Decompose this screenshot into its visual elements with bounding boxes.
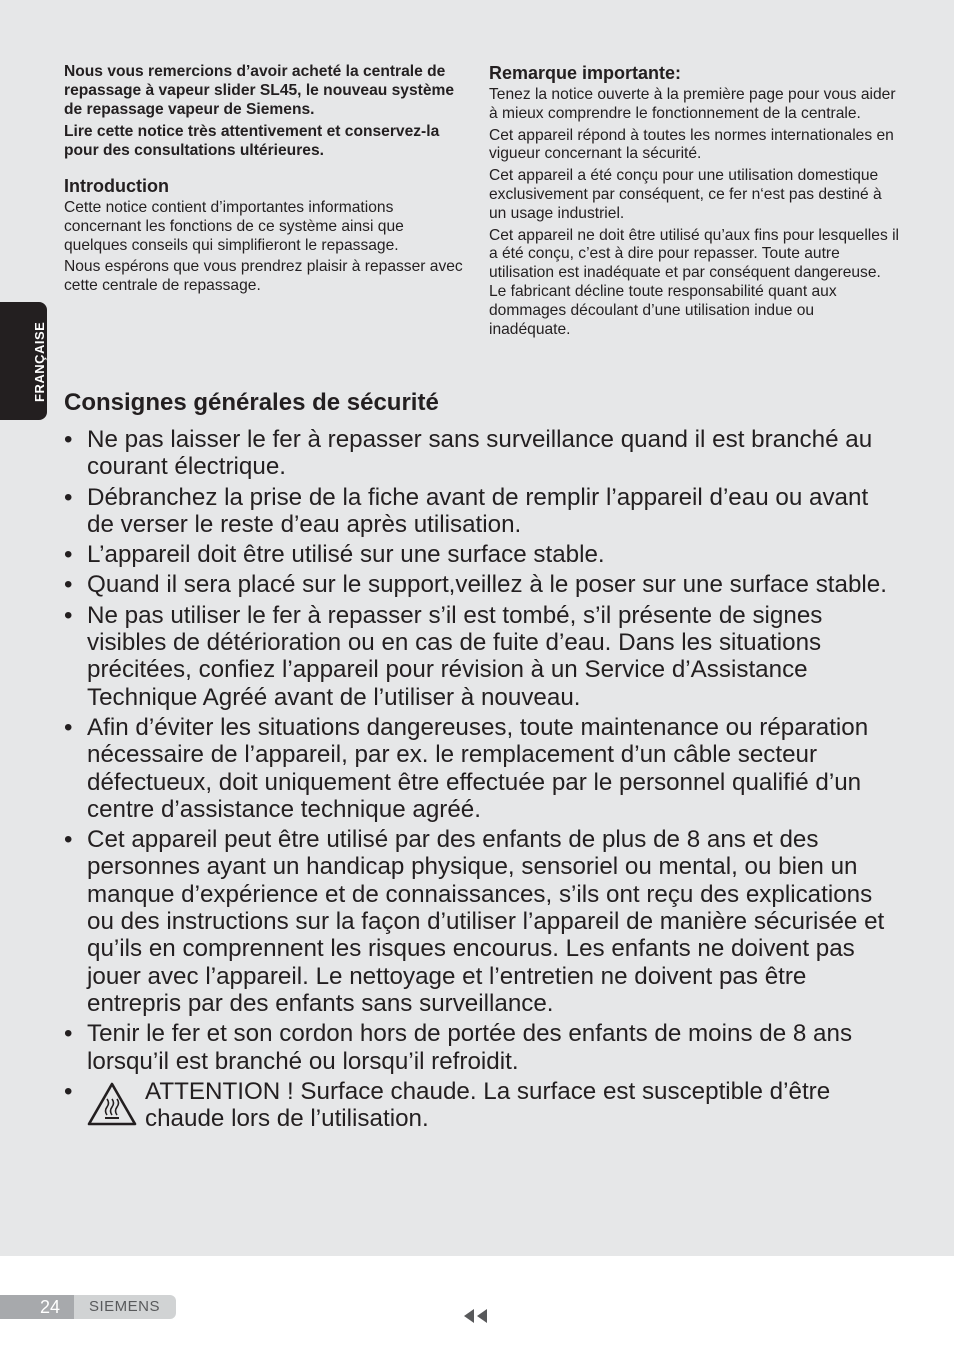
- safety-item-text: Ne pas laisser le fer à repasser sans surveillance quand il est branché au courant électrique.: [87, 426, 873, 481]
- bullet: •: [64, 826, 73, 854]
- brand-name: SIEMENS: [89, 1298, 161, 1315]
- language-tab-label: FRANÇAISE: [32, 321, 47, 402]
- page-number-background: [0, 1295, 74, 1319]
- safety-item: [64, 826, 894, 1017]
- introduction-heading: Introduction: [64, 176, 169, 197]
- intro-column: [64, 62, 469, 299]
- safety-item: [64, 714, 894, 823]
- page-number: 24: [40, 1297, 61, 1317]
- safety-item-text: L’appareil doit être utilisé sur une surface stable.: [87, 541, 605, 569]
- safety-section: [64, 388, 894, 1135]
- safety-item: [64, 602, 894, 711]
- safety-item: [64, 484, 894, 539]
- important-note-column: [489, 62, 899, 342]
- safety-list: [64, 426, 894, 1132]
- safety-item-text: Cet appareil peut être utilisé par des enfants de plus de 8 ans et des personnes ayant un handicap physique, sensoriel ou mental, ou bien un manque d’expérience et de connaissances, s’ils ont reçu des explications ou des instructions sur la façon d’utiliser l’appareil de manière sécurisée et qu’ils en comprennent les risques encourus. Les enfants ne doivent pas jouer avec l’appareil. Le nettoyage et l’entretien ne doivent pas être entrepris par des enfants sans surveillance.: [87, 826, 885, 1017]
- bullet: •: [64, 1077, 73, 1105]
- read-carefully-text: Lire cette notice très attentivement et conservez-la pour des consultations ultérieures.: [64, 122, 440, 159]
- bullet: •: [64, 571, 73, 599]
- bullet: •: [64, 483, 73, 511]
- safety-title: Consignes générales de sécurité: [64, 389, 439, 416]
- note-paragraph: Cet appareil a été conçu pour une utilisation domestique exclusivement par conséquent, ce fer n‘est pas destiné à un usage industriel.: [489, 167, 882, 222]
- language-tab: [0, 302, 47, 420]
- bullet: •: [64, 426, 73, 453]
- bullet: •: [64, 713, 73, 741]
- thanks-text: Nous vous remercions d’avoir acheté la centrale de repassage à vapeur slider SL45, le nouveau système de repassage vapeur de Siemens.: [64, 63, 455, 119]
- rewind-arrows-icon[interactable]: [462, 1308, 490, 1324]
- safety-item-text: Tenir le fer et son cordon hors de portée des enfants de moins de 8 ans lorsqu’il est branché ou lorsqu’il refroidit.: [87, 1020, 853, 1075]
- safety-item-text: Ne pas utiliser le fer à repasser s’il est tombé, s’il présente de signes visibles de détérioration ou en cas de fuite d’eau. Dans les situations précitées, confiez l’appareil pour révision à un Service d’Assistance Technique Agréé avant de l’utiliser à nouveau.: [87, 601, 823, 711]
- safety-item-text: Afin d’éviter les situations dangereuses, toute maintenance ou réparation nécessaire de l’appareil, par ex. le remplacement d’un câble secteur défectueux, doit uniquement être effectuée par le personnel qualifié d’un centre d’assistance technique agréé.: [87, 713, 869, 823]
- hot-surface-warning-icon: [86, 1081, 138, 1127]
- warning-text: ATTENTION ! Surface chaude. La surface est susceptible d’être chaude lors de l’utilisation.: [145, 1077, 831, 1133]
- note-paragraph: Cet appareil répond à toutes les normes internationales en vigueur concernant la sécurité.: [489, 126, 894, 163]
- important-note-heading: Remarque importante:: [489, 63, 682, 83]
- intro-paragraph: Nous espérons que vous prendrez plaisir à repasser avec cette centrale de repassage.: [64, 258, 463, 295]
- bullet: •: [64, 1020, 73, 1048]
- note-paragraph: Cet appareil ne doit être utilisé qu’aux fins pour lesquelles il a été conçu, c’est à dire pour repasser. Toute autre utilisation est inadéquate et par conséquent dangereuse. Le fabricant décline toute responsabilité quant aux dommages découlant d’une utilisation indue ou inadéquate.: [489, 226, 900, 338]
- safety-item: [64, 1020, 894, 1075]
- intro-paragraph: Cette notice contient d’importantes informations concernant les fonctions de ce système ainsi que quelques conseils qui simplifieront le repassage.: [64, 199, 404, 254]
- bullet: •: [64, 601, 73, 629]
- safety-item-text: Quand il sera placé sur le support,veillez à le poser sur une surface stable.: [87, 571, 887, 599]
- safety-item-text: Débranchez la prise de la fiche avant de remplir l’appareil d’eau ou avant de verser le reste d’eau après utilisation.: [87, 483, 869, 538]
- safety-item: [64, 541, 894, 568]
- bullet: •: [64, 541, 73, 569]
- safety-item: [64, 426, 894, 481]
- note-paragraph: Tenez la notice ouverte à la première page pour vous aider à mieux comprendre le fonctionnement de la centrale.: [489, 86, 896, 122]
- warning-item: [64, 1078, 894, 1133]
- safety-item: [64, 571, 894, 598]
